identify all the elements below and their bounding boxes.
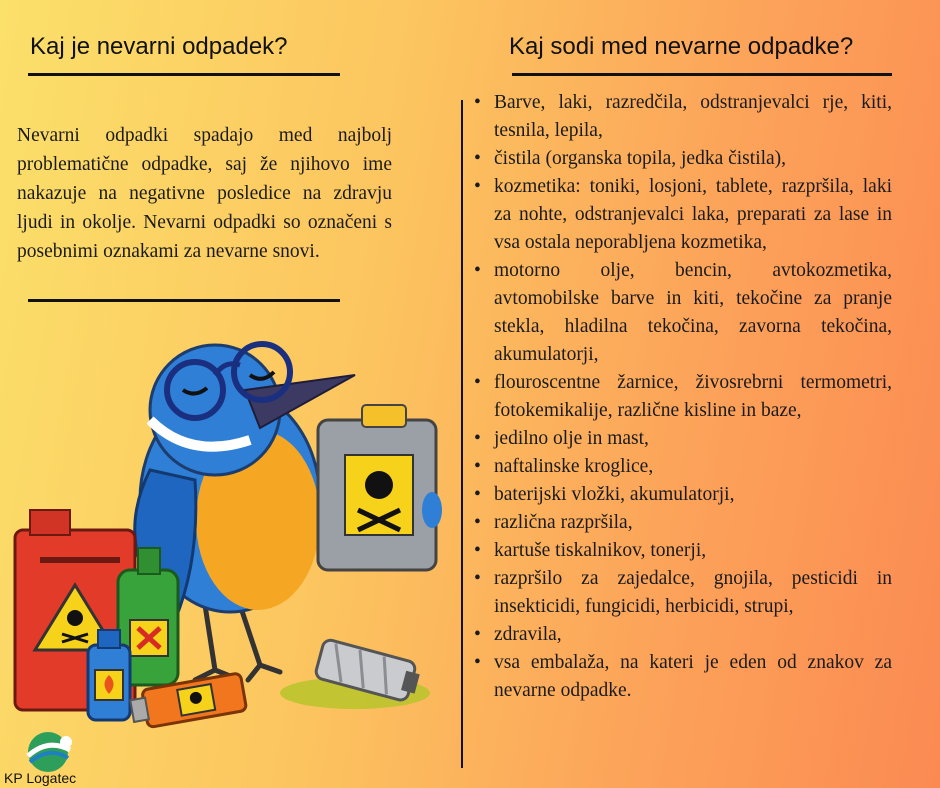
bullet-icon: • bbox=[474, 484, 481, 505]
bullet-icon: • bbox=[474, 92, 481, 113]
bullet-icon: • bbox=[474, 512, 481, 533]
list-item-text: jedilno olje in mast, bbox=[494, 428, 649, 449]
list-item bbox=[473, 173, 892, 257]
list-item-text: čistila (organska topila, jedka čistila), bbox=[494, 148, 787, 169]
list-item-text: kartuše tiskalnikov, tonerji, bbox=[494, 540, 707, 561]
logo-text: KP Logatec bbox=[4, 770, 77, 786]
list-item-text: vsa embalaža, na kateri je eden od znakov za nevarne odpadke. bbox=[494, 652, 892, 701]
list-item-text: naftalinske kroglice, bbox=[494, 456, 654, 477]
list-item-text: baterijski vložki, akumulatorji, bbox=[494, 484, 735, 505]
right-heading: Kaj sodi med nevarne odpadke? bbox=[509, 33, 854, 60]
list-item-text: zdravila, bbox=[494, 624, 562, 645]
list-item-text: razpršilo za zajedalce, gnojila, pesticidi in insekticidi, fungicidi, herbicidi, strupi, bbox=[494, 568, 892, 617]
bullet-icon: • bbox=[474, 428, 481, 449]
list-item bbox=[473, 145, 892, 173]
list-item bbox=[473, 89, 892, 145]
list-item bbox=[473, 537, 892, 565]
bullet-icon: • bbox=[474, 568, 481, 589]
list-item-text: flouroscentne žarnice, živosrebrni termometri, fotokemikalije, različne kisline in baze, bbox=[494, 372, 892, 421]
list-item-text: motorno olje, bencin, avtokozmetika, avtomobilske barve in kiti, tekočine za pranje stekla, hladilna tekočina, zavorna tekočina, akumulatorji, bbox=[494, 260, 892, 365]
bullet-icon: • bbox=[474, 540, 481, 561]
list-item bbox=[473, 621, 892, 649]
bullet-icon: • bbox=[474, 148, 481, 169]
list-item-text: različna razpršila, bbox=[494, 512, 633, 533]
bullet-icon: • bbox=[474, 456, 481, 477]
list-item bbox=[473, 509, 892, 537]
bullet-icon: • bbox=[474, 260, 481, 281]
left-heading: Kaj je nevarni odpadek? bbox=[30, 33, 288, 60]
list-item bbox=[473, 425, 892, 453]
bullet-icon: • bbox=[474, 372, 481, 393]
list-item bbox=[473, 369, 892, 425]
bullet-icon: • bbox=[474, 652, 481, 673]
hazardous-waste-list bbox=[473, 89, 892, 705]
bullet-icon: • bbox=[474, 176, 481, 197]
list-item-text: kozmetika: toniki, losjoni, tablete, razpršila, laki za nohte, odstranjevalci laka, preparati za lase in vsa ostala neporabljena kozmetika, bbox=[494, 176, 892, 253]
kingfisher-hazard-illustration bbox=[0, 320, 460, 740]
list-item bbox=[473, 257, 892, 369]
list-item bbox=[473, 481, 892, 509]
intro-paragraph: Nevarni odpadki spadajo med najbolj problematične odpadke, saj že njihovo ime nakazuje na negativne posledice na zdravju ljudi in okolje. Nevarni odpadki so označeni s posebnimi oznakami za nevarne snovi. bbox=[17, 125, 392, 262]
right-heading-underline bbox=[512, 73, 892, 76]
bullet-icon: • bbox=[474, 624, 481, 645]
list-item bbox=[473, 453, 892, 481]
column-divider bbox=[461, 100, 463, 768]
list-item bbox=[473, 565, 892, 621]
list-item-text: Barve, laki, razredčila, odstranjevalci rje, kiti, tesnila, lepila, bbox=[494, 92, 892, 141]
intro-underline bbox=[28, 299, 340, 302]
list-item bbox=[473, 649, 892, 705]
left-heading-underline bbox=[28, 73, 340, 76]
